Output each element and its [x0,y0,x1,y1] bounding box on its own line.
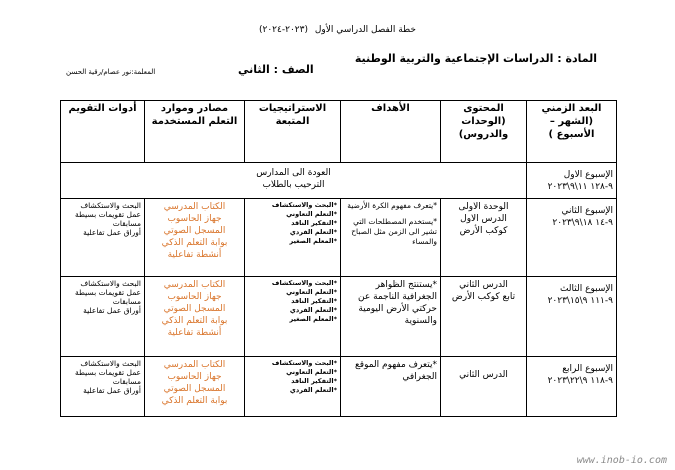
resource-item: المسجل الصوتي [163,304,226,314]
goal-item: *يتعرف مفهوم الموقع الجغرافي [354,360,437,382]
strategy-item: *التعلم الفردي [289,306,337,314]
resource-item: جهاز الحاسوب [167,214,222,224]
strategy-item: *البحث والاستكشاف [271,201,337,209]
plan-title [0,24,675,36]
strategy-item: *التعلم التعاوني [286,368,337,376]
content-cell [441,357,527,417]
evaluation-cell [61,357,145,417]
table-row [61,163,617,199]
strategy-item: *المعلم الصغير [289,315,337,323]
strategy-item: *البحث والاستكشاف [271,279,337,287]
evaluation-item: أوراق عمل تفاعلية [83,306,141,315]
strategy-item: *البحث والاستكشاف [271,359,337,367]
resources-cell [145,199,245,277]
strategy-item: *التفكير الناقد [291,297,337,305]
resource-item: بوابة التعلم الذكي [161,396,228,406]
week-cell [527,163,617,199]
week-label: الإسبوع الاول [563,170,613,180]
week-dates: ٩-١٤ ١٨\٩\٢٠٢٣ [552,218,613,228]
content-line: كوكب الأرض [459,226,508,236]
resource-item: أنشطة تفاعلية [167,250,222,260]
resource-item: الكتاب المدرسي [163,202,226,212]
goal-item: *يستخدم المصطلحات التي تشير الى الزمن مثل الصباح والمساء [351,217,437,246]
week-dates: ٩-١١١ ٩\١٥\٢٠٢٣ [547,296,613,306]
resource-item: الكتاب المدرسي [163,360,226,370]
table-row [61,357,617,417]
header-time: البعد الزمني (الشهر – الأسبوع ) [527,101,617,163]
strategy-item: *التفكير الناقد [291,219,337,227]
header-evaluation: أدوات التقويم [61,101,145,163]
grade-label: الصف : الثاني [238,63,314,76]
evaluation-item: عمل تقويمات بسيطة [75,368,141,377]
strategy-item: *المعلم الصغير [289,237,337,245]
week-cell [527,199,617,277]
goal-item: *يتعرف مفهوم الكرة الأرضية [347,201,437,210]
resources-cell [145,357,245,417]
week-cell [527,357,617,417]
strategies-cell [245,357,341,417]
evaluation-item: البحث والاستكشاف [80,279,141,288]
table-header-row [61,101,617,163]
week-dates: ٩-١١٨ ٩\٢٢\٢٠٢٣ [547,376,613,386]
teacher-label: المعلمة:نور عصام/رقية الحسن [66,68,156,76]
content-line: تابع كوكب الأرض [451,292,516,302]
goals-cell [341,199,441,277]
evaluation-item: عمل تقويمات بسيطة [75,288,141,297]
plan-heading: خطة الفصل الدراسي الأول [314,25,416,35]
strategies-cell [245,277,341,357]
goals-cell [341,277,441,357]
strategy-item: *التفكير الناقد [291,377,337,385]
header-strategies: الاستراتيجيات المتبعة [245,101,341,163]
evaluation-item: أوراق عمل تفاعلية [83,386,141,395]
header-resources: مصادر وموارد التعلم المستخدمة [145,101,245,163]
strategy-item: *التعلم التعاوني [286,288,337,296]
resource-item: أنشطة تفاعلية [167,328,222,338]
resource-item: جهاز الحاسوب [167,292,222,302]
strategy-item: *التعلم الفردي [289,228,337,236]
week-cell [527,277,617,357]
resource-item: بوابة التعلم الذكي [161,316,228,326]
strategy-item: *التعلم التعاوني [286,210,337,218]
content-cell [441,277,527,357]
plan-year: (٢٠٢٣-٢٠٢٤) [259,25,308,35]
resources-cell [145,277,245,357]
resource-item: جهاز الحاسوب [167,372,222,382]
evaluation-item: البحث والاستكشاف [80,201,141,210]
week-dates: ٩-١٢٨ ١١\٩\٢٠٢٣ [547,182,613,192]
evaluation-item: عمل تقويمات بسيطة [75,210,141,219]
evaluation-item: مسابقات [112,219,141,228]
week-label: الإسبوع الرابع [562,364,613,374]
evaluation-item: مسابقات [112,377,141,386]
evaluation-cell [61,199,145,277]
goal-item: *يستنتج الظواهر الجغرافية الناجمة عن حركتي الأرض اليومية والسنوية [358,280,437,326]
merged-cell [61,163,527,199]
content-cell [441,199,527,277]
header-content: المحتوى (الوحدات والدروس) [441,101,527,163]
content-line: الدرس الثاني [459,370,508,380]
goals-cell [341,357,441,417]
strategy-item: *التعلم الفردي [289,386,337,394]
resource-item: بوابة التعلم الذكي [161,238,228,248]
content-line: الدرس الاول [460,214,507,224]
content-line: الوحدة الاولى [458,202,509,212]
table-row [61,277,617,357]
evaluation-item: البحث والاستكشاف [80,359,141,368]
merged-line: العودة الى المدارس [256,168,331,178]
evaluation-cell [61,277,145,357]
resource-item: الكتاب المدرسي [163,280,226,290]
strategies-cell [245,199,341,277]
week-label: الإسبوع الثالث [559,284,613,294]
site-logo: www.inob-io.com [576,455,667,466]
plan-table [60,100,617,417]
subject-label: المادة : الدراسات الإجتماعية والتربية الوطنية [354,52,597,65]
evaluation-item: مسابقات [112,297,141,306]
merged-line: الترحيب بالطلاب [262,180,325,190]
resource-item: المسجل الصوتي [163,384,226,394]
header-goals: الأهداف [341,101,441,163]
table-row [61,199,617,277]
content-line: الدرس الثاني [459,280,508,290]
evaluation-item: أوراق عمل تفاعلية [83,228,141,237]
week-label: الإسبوع الثاني [561,206,613,216]
resource-item: المسجل الصوتي [163,226,226,236]
